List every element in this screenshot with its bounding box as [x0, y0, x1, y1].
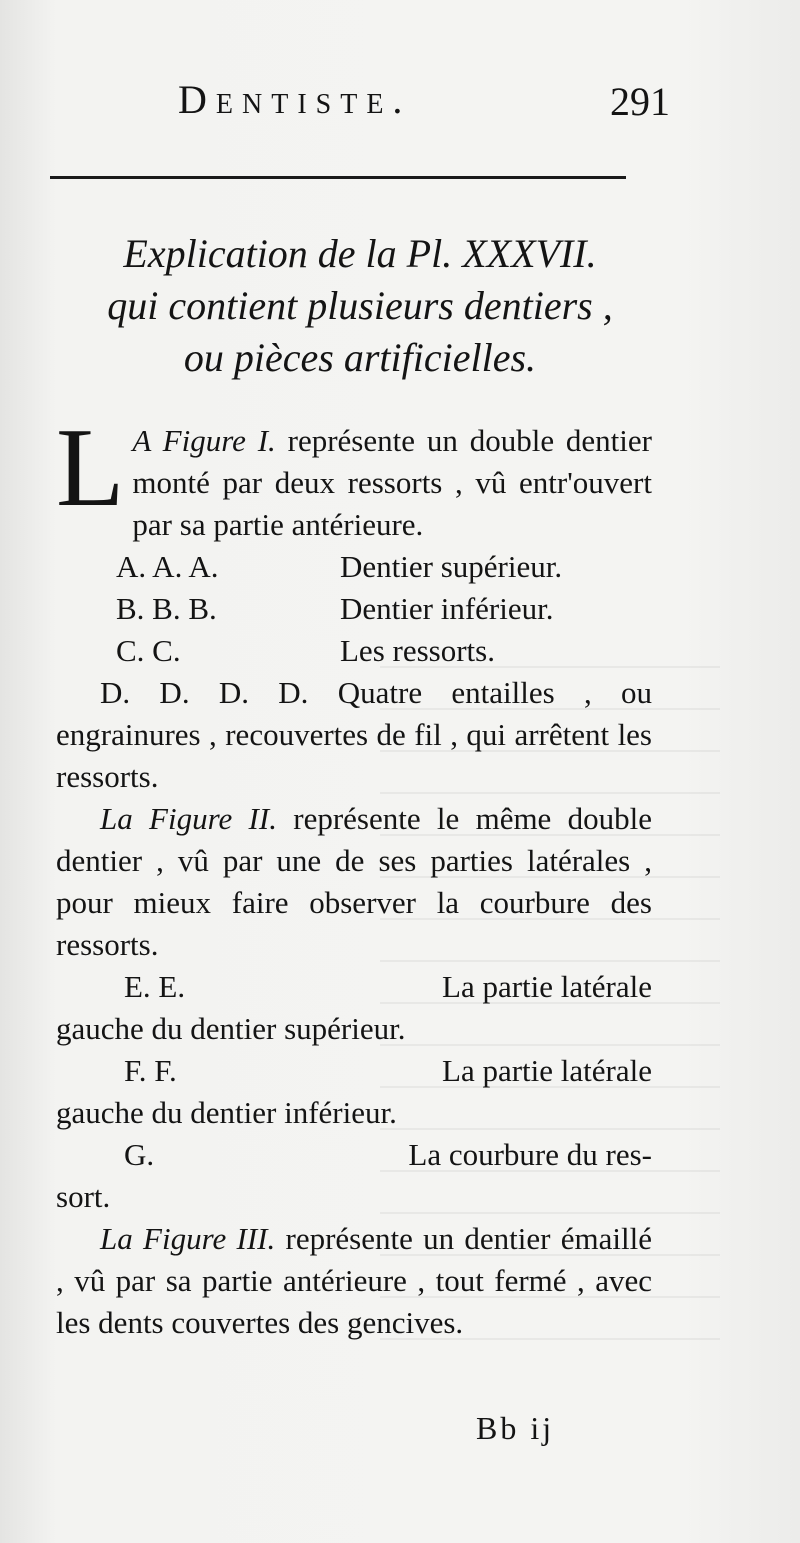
legend-continuation: gauche du dentier inférieur.	[56, 1095, 397, 1130]
legend-key: B. B. B.	[116, 591, 217, 626]
legend-key: F. F.	[124, 1053, 177, 1088]
figure-3-text: représente un dentier émaillé , vû par sa partie antérieure , tout fermé , avec les dents couvertes des gencives.	[56, 1221, 652, 1340]
running-head: Dentiste.	[178, 77, 412, 122]
figure-3-lead: La Figure III.	[100, 1221, 276, 1256]
legend-row	[56, 588, 652, 630]
legend-continuation: gauche du dentier supérieur.	[56, 1011, 406, 1046]
page-body	[56, 406, 652, 1344]
figure-1-lead: A Figure I.	[132, 423, 276, 458]
figure-1-paragraph	[56, 406, 652, 546]
legend-d-entry	[56, 672, 652, 798]
title-line-1: Explication de la Pl. XXXVII.	[123, 231, 597, 276]
figure-2-text: représente le même double dentier , vû par une de ses parties latérales , pour mieux faire observer la courbure des ressorts.	[56, 801, 652, 962]
header-rule	[50, 176, 626, 179]
signature-mark: Bb ij	[476, 1410, 555, 1446]
legend-key: G.	[124, 1137, 155, 1172]
legend-desc: Quatre entailles , ou engrainures , recouvertes de fil , qui arrêtent les ressorts.	[56, 675, 652, 794]
legend-key: C. C.	[116, 633, 181, 668]
legend-desc: La courbure du res-	[408, 1137, 652, 1172]
title-line-2: qui contient plusieurs dentiers ,	[107, 283, 613, 328]
legend-continuation: sort.	[56, 1179, 111, 1214]
legend-desc: La partie latérale	[442, 969, 652, 1004]
legend-desc: Les ressorts.	[340, 633, 495, 668]
page-header	[50, 72, 670, 132]
legend-row	[56, 546, 652, 588]
legend-row	[56, 630, 652, 672]
legend-desc: Dentier supérieur.	[340, 549, 563, 584]
page-number: 291	[610, 79, 670, 124]
figure-2-lead: La Figure II.	[100, 801, 277, 836]
title-line-3: ou pièces artificielles.	[183, 335, 537, 380]
drop-cap: L	[56, 406, 125, 530]
legend-key: D. D. D. D.	[100, 675, 309, 710]
figure-3-paragraph	[56, 1218, 652, 1344]
plate-title	[40, 228, 680, 384]
figure-2-paragraph	[56, 798, 652, 966]
legend-key: A. A. A.	[116, 549, 219, 584]
legend-desc: La partie latérale	[442, 1053, 652, 1088]
legend-row	[56, 966, 652, 1008]
legend-row	[56, 1050, 652, 1092]
legend-desc: Dentier inférieur.	[340, 591, 554, 626]
legend-key: E. E.	[124, 969, 186, 1004]
legend-row	[56, 1134, 652, 1176]
figure-1-text: représente un double dentier monté par deux ressorts , vû entr'ouvert par sa partie antérieure.	[132, 423, 652, 542]
